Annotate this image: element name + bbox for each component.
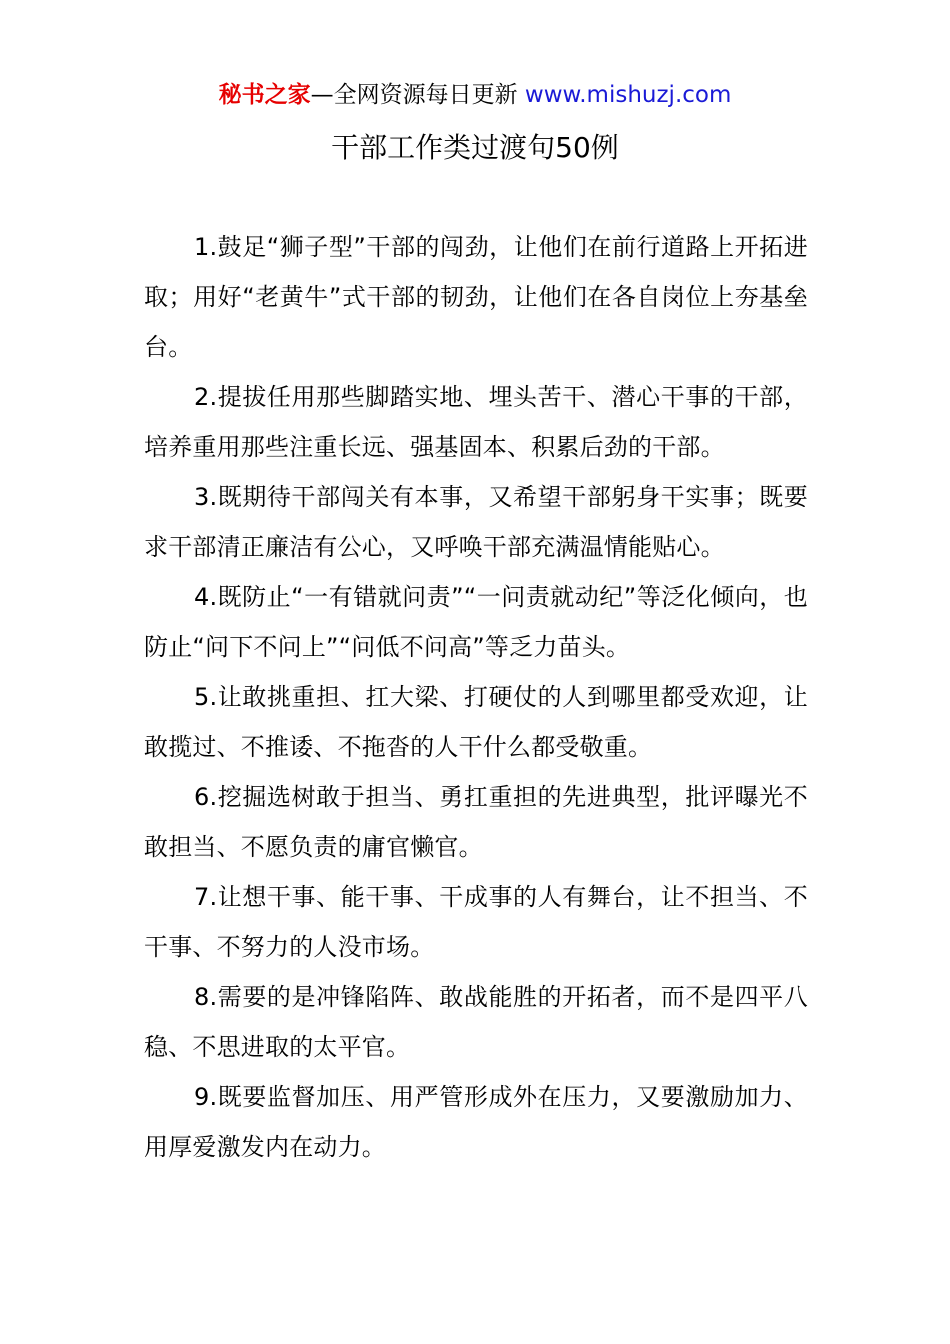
document-body: [144, 222, 808, 1172]
paragraph-7: 7.让想干事、能干事、干成事的人有舞台，让不担当、不干事、不努力的人没市场。: [144, 883, 808, 961]
paragraph-1: 1.鼓足“狮子型”干部的闯劲，让他们在前行道路上开拓进取；用好“老黄牛”式干部的韧劲，让他们在各自岗位上夯基垒台。: [144, 233, 808, 361]
paragraph-3: 3.既期待干部闯关有本事，又希望干部躬身干实事；既要求干部清正廉洁有公心，又呼唤干部充满温情能贴心。: [144, 483, 808, 561]
site-brand: 秘书之家: [218, 82, 311, 108]
paragraph-8: 8.需要的是冲锋陷阵、敢战能胜的开拓者，而不是四平八稳、不思进取的太平官。: [144, 983, 808, 1061]
paragraph-6: 6.挖掘选树敢于担当、勇扛重担的先进典型，批评曝光不敢担当、不愿负责的庸官懒官。: [144, 783, 808, 861]
site-tagline: —全网资源每日更新: [310, 82, 525, 108]
paragraph-2: 2.提拔任用那些脚踏实地、埋头苦干、潜心干事的干部，培养重用那些注重长远、强基固本、积累后劲的干部。: [144, 383, 808, 461]
paragraph-9: 9.既要监督加压、用严管形成外在压力，又要激励加力、用厚爱激发内在动力。: [144, 1083, 808, 1161]
site-header: [0, 79, 950, 111]
site-url-link[interactable]: www.mishuzj.com: [524, 82, 732, 108]
paragraph-4: 4.既防止“一有错就问责”“一问责就动纪”等泛化倾向，也防止“问下不问上”“问低不问高”等乏力苗头。: [144, 583, 808, 661]
paragraph-5: 5.让敢挑重担、扛大梁、打硬仗的人到哪里都受欢迎，让敢揽过、不推诿、不拖沓的人干什么都受敬重。: [144, 683, 808, 761]
document-title: 干部工作类过渡句50例: [331, 131, 619, 164]
